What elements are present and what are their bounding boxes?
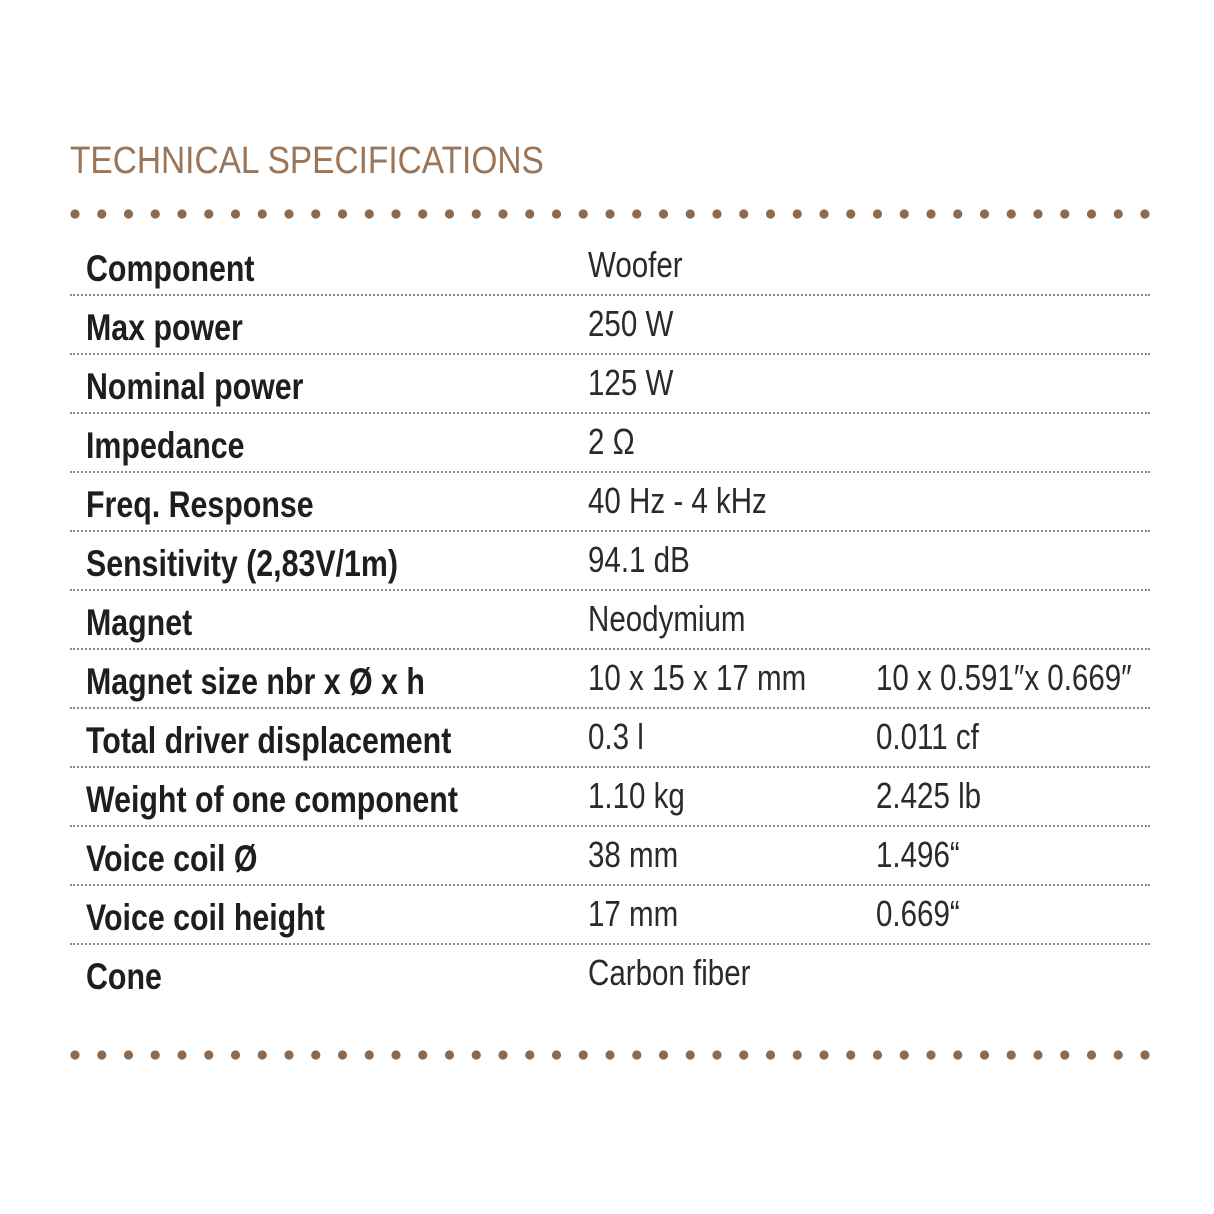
divider-dot <box>1140 209 1149 218</box>
divider-dot <box>819 209 828 218</box>
spec-value: 40 Hz - 4 kHz <box>588 480 767 521</box>
divider-dot <box>712 1050 721 1059</box>
divider-dot <box>793 1050 802 1059</box>
spec-label: Cone <box>86 956 162 997</box>
spec-imperial-value: 10 x 0.591″x 0.669″ <box>876 657 1132 698</box>
divider-dot <box>1007 209 1016 218</box>
spec-value: 0.3 l <box>588 716 644 757</box>
divider-dot <box>284 1050 293 1059</box>
divider-dot <box>177 1050 186 1059</box>
divider-dot <box>418 1050 427 1059</box>
divider-dot <box>97 209 106 218</box>
divider-dot <box>365 1050 374 1059</box>
divider-dot <box>980 1050 989 1059</box>
spec-label: Magnet <box>86 602 193 643</box>
divider-dot <box>70 209 79 218</box>
divider-dot <box>338 209 347 218</box>
divider-dot <box>926 209 935 218</box>
divider-dot <box>151 209 160 218</box>
divider-dot <box>498 209 507 218</box>
divider-dot <box>391 1050 400 1059</box>
divider-dot <box>873 209 882 218</box>
spec-row-freq-response <box>70 473 1150 532</box>
spec-imperial-value: 1.496“ <box>876 834 960 875</box>
divider-dot <box>498 1050 507 1059</box>
divider-dot <box>819 1050 828 1059</box>
divider-dot <box>231 1050 240 1059</box>
spec-row-nominal-power <box>70 355 1150 414</box>
divider-dot <box>472 1050 481 1059</box>
divider-dot <box>686 1050 695 1059</box>
divider-dot <box>311 209 320 218</box>
divider-dot <box>980 209 989 218</box>
divider-dot <box>97 1050 106 1059</box>
divider-dot <box>1060 209 1069 218</box>
divider-dot <box>579 209 588 218</box>
spec-label: Component <box>86 248 255 289</box>
divider-dot <box>766 1050 775 1059</box>
spec-label: Voice coil height <box>86 897 325 938</box>
divider-dot <box>953 1050 962 1059</box>
divider-dot <box>525 209 534 218</box>
spec-imperial-value: 0.669“ <box>876 893 960 934</box>
divider-dot <box>445 1050 454 1059</box>
divider-dot <box>900 1050 909 1059</box>
spec-row-component <box>70 237 1150 296</box>
divider-dot <box>846 1050 855 1059</box>
spec-row-sensitivity <box>70 532 1150 591</box>
divider-dot <box>953 209 962 218</box>
spec-label: Weight of one component <box>86 779 458 820</box>
divider-dot <box>1033 209 1042 218</box>
divider-dot <box>900 209 909 218</box>
divider-dot <box>1087 209 1096 218</box>
spec-value: 17 mm <box>588 893 679 934</box>
spec-row-displacement <box>70 709 1150 768</box>
divider-dot <box>204 209 213 218</box>
divider-dot <box>445 209 454 218</box>
divider-dot <box>124 209 133 218</box>
spec-label: Nominal power <box>86 366 304 407</box>
divider-dot <box>311 1050 320 1059</box>
spec-value: 1.10 kg <box>588 775 685 816</box>
spec-label: Total driver displacement <box>86 720 452 761</box>
divider-dot <box>391 209 400 218</box>
divider-dot <box>605 209 614 218</box>
spec-label: Sensitivity (2,83V/1m) <box>86 543 398 584</box>
divider-dot <box>1007 1050 1016 1059</box>
spec-row-magnet <box>70 591 1150 650</box>
spec-row-magnet-size <box>70 650 1150 709</box>
spec-row-voice-coil-height <box>70 886 1150 945</box>
spec-row-max-power <box>70 296 1150 355</box>
divider-dot <box>1087 1050 1096 1059</box>
divider-dot <box>124 1050 133 1059</box>
spec-value: 10 x 15 x 17 mm <box>588 657 807 698</box>
divider-dot <box>70 1050 79 1059</box>
spec-label: Freq. Response <box>86 484 314 525</box>
divider-dot <box>659 209 668 218</box>
divider-dot <box>365 209 374 218</box>
divider-dot <box>258 209 267 218</box>
dotted-divider-bottom <box>70 1048 1150 1062</box>
dotted-divider-top <box>70 207 1150 221</box>
divider-dot <box>793 209 802 218</box>
divider-dot <box>846 209 855 218</box>
spec-row-cone <box>70 945 1150 1004</box>
divider-dot <box>579 1050 588 1059</box>
divider-dot <box>739 1050 748 1059</box>
divider-dot <box>632 1050 641 1059</box>
spec-value: 38 mm <box>588 834 679 875</box>
divider-dot <box>659 1050 668 1059</box>
spec-row-impedance <box>70 414 1150 473</box>
spec-row-weight <box>70 768 1150 827</box>
spec-value: 250 W <box>588 303 674 344</box>
spec-value: 125 W <box>588 362 674 403</box>
divider-dot <box>151 1050 160 1059</box>
spec-value: Neodymium <box>588 598 746 639</box>
divider-dot <box>1140 1050 1149 1059</box>
divider-dot <box>231 209 240 218</box>
spec-label: Voice coil Ø <box>86 838 258 879</box>
divider-dot <box>1033 1050 1042 1059</box>
divider-dot <box>472 209 481 218</box>
divider-dot <box>552 1050 561 1059</box>
spec-row-voice-coil-diameter <box>70 827 1150 886</box>
divider-dot <box>177 209 186 218</box>
spec-table <box>70 237 1150 1004</box>
divider-dot <box>284 209 293 218</box>
section-title: TECHNICAL SPECIFICATIONS <box>70 140 544 182</box>
divider-dot <box>712 209 721 218</box>
spec-value: 2 Ω <box>588 421 635 462</box>
spec-imperial-value: 0.011 cf <box>876 716 979 757</box>
divider-dot <box>739 209 748 218</box>
divider-dot <box>1114 1050 1123 1059</box>
spec-value: Woofer <box>588 244 683 285</box>
divider-dot <box>258 1050 267 1059</box>
spec-label: Magnet size nbr x Ø x h <box>86 661 425 702</box>
divider-dot <box>926 1050 935 1059</box>
divider-dot <box>1060 1050 1069 1059</box>
divider-dot <box>766 209 775 218</box>
divider-dot <box>204 1050 213 1059</box>
divider-dot <box>605 1050 614 1059</box>
spec-imperial-value: 2.425 lb <box>876 775 982 816</box>
spec-label: Max power <box>86 307 243 348</box>
spec-value: 94.1 dB <box>588 539 690 580</box>
divider-dot <box>686 209 695 218</box>
spec-value: Carbon fiber <box>588 952 751 993</box>
divider-dot <box>632 209 641 218</box>
divider-dot <box>1114 209 1123 218</box>
divider-dot <box>525 1050 534 1059</box>
divider-dot <box>552 209 561 218</box>
divider-dot <box>873 1050 882 1059</box>
spec-label: Impedance <box>86 425 245 466</box>
divider-dot <box>338 1050 347 1059</box>
divider-dot <box>418 209 427 218</box>
